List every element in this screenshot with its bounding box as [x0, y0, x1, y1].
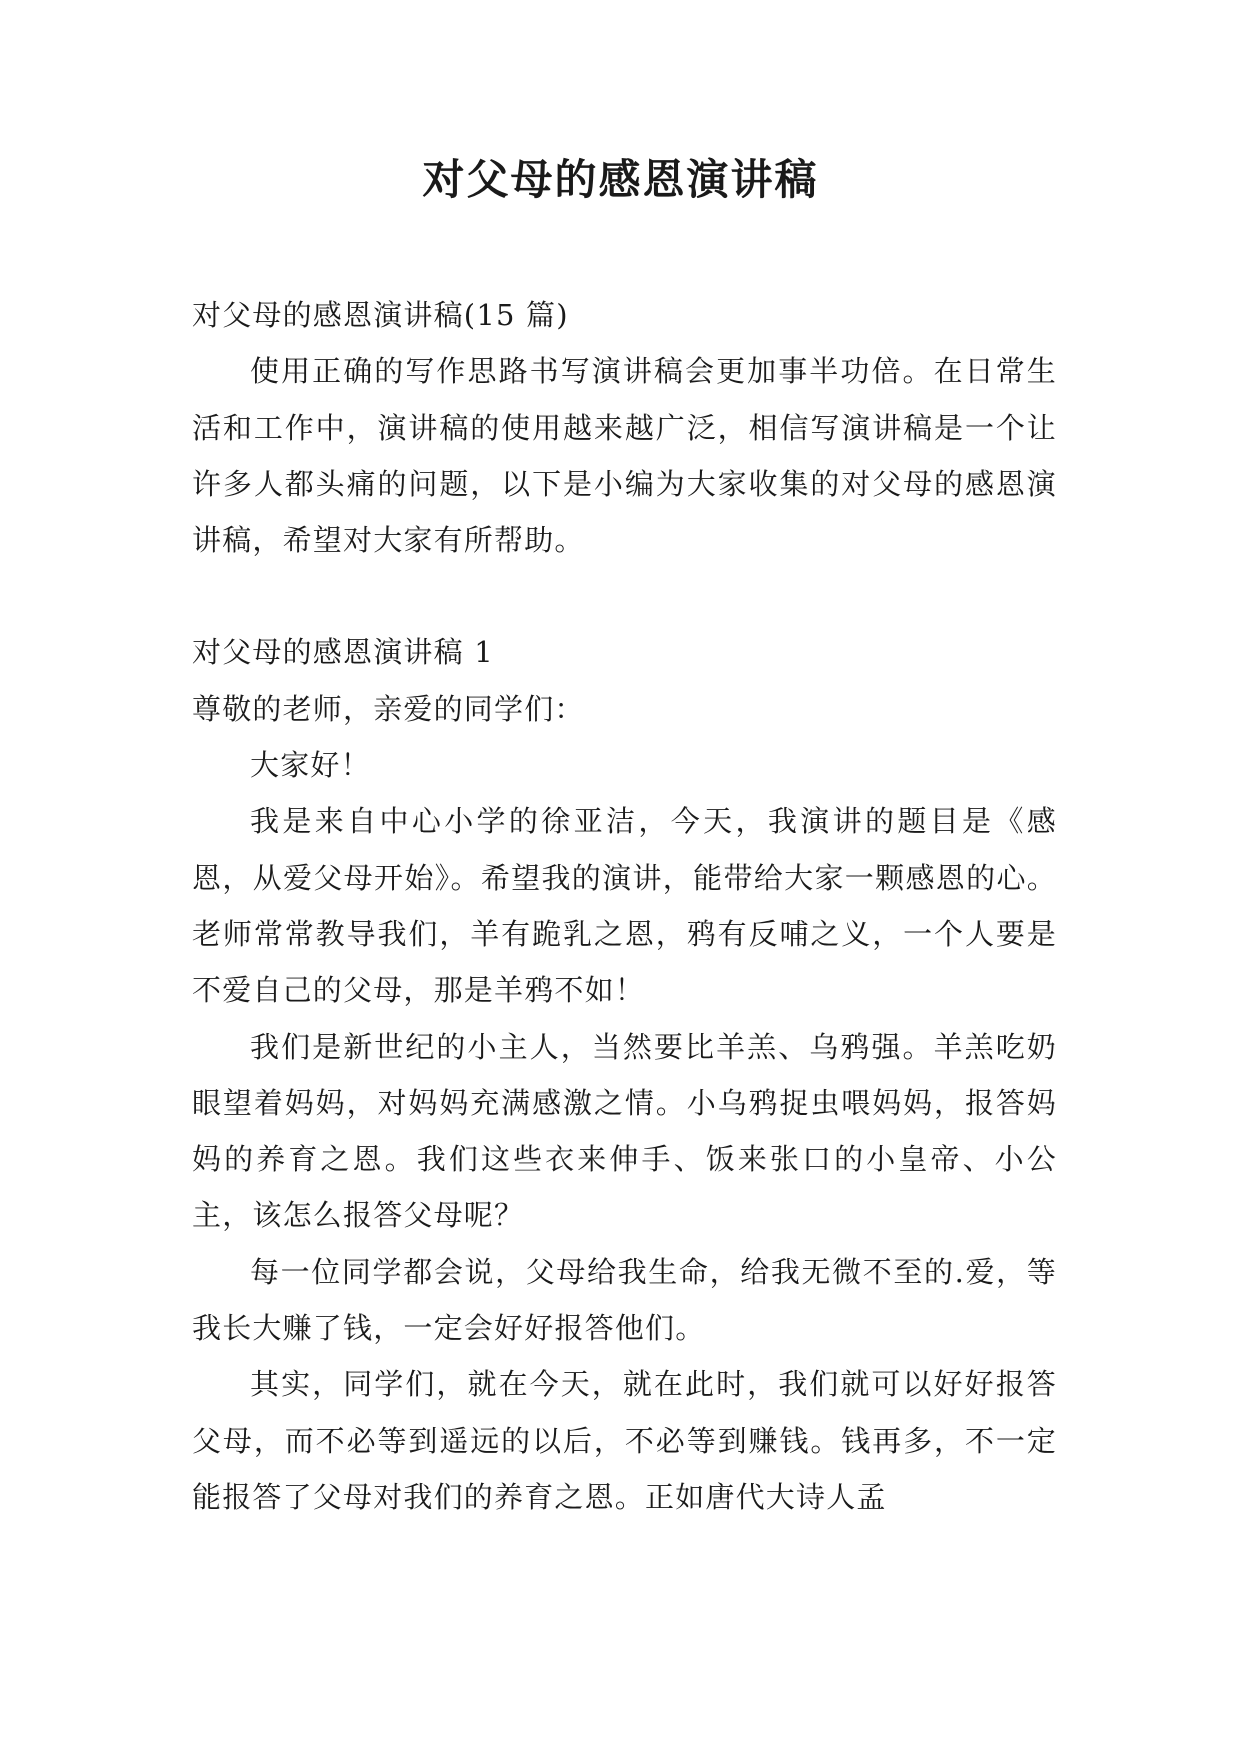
salutation: 尊敬的老师，亲爱的同学们：	[192, 691, 585, 726]
page-title: 对父母的感恩演讲稿	[422, 155, 819, 204]
body-paragraph: 其实，同学们，就在今天，就在此时，我们就可以好好报答父母，而不必等到遥远的以后，不必等到赚钱。钱再多，不一定能报答了父母对我们的养育之恩。正如唐代大诗人孟	[192, 1367, 1057, 1514]
body-paragraph: 我们是新世纪的小主人，当然要比羊羔、乌鸦强。羊羔吃奶眼望着妈妈，对妈妈充满感激之情。小乌鸦捉虫喂妈妈，报答妈妈的养育之恩。我们这些衣来伸手、饭来张口的小皇帝、小公主，该怎么报答父母呢？	[192, 1029, 1057, 1233]
document-subtitle: 对父母的感恩演讲稿(15 篇)	[192, 298, 569, 332]
section-heading: 对父母的感恩演讲稿 1	[192, 635, 494, 670]
greeting: 大家好！	[250, 748, 371, 783]
section-spacer	[192, 568, 1057, 624]
body-paragraph: 我是来自中心小学的徐亚洁，今天，我演讲的题目是《感恩，从爱父母开始》。希望我的演讲，能带给大家一颗感恩的心。老师常常教导我们，羊有跪乳之恩，鸦有反哺之义，一个人要是不爱自己的父母，那是羊鸦不如！	[192, 804, 1057, 1008]
intro-paragraph: 使用正确的写作思路书写演讲稿会更加事半功倍。在日常生活和工作中，演讲稿的使用越来越广泛，相信写演讲稿是一个让许多人都头痛的问题，以下是小编为大家收集的对父母的感恩演讲稿，希望对大家有所帮助。	[192, 354, 1057, 558]
document-body	[192, 287, 1057, 1525]
body-paragraph: 每一位同学都会说，父母给我生命，给我无微不至的.爱，等我长大赚了钱，一定会好好报答他们。	[192, 1254, 1057, 1346]
